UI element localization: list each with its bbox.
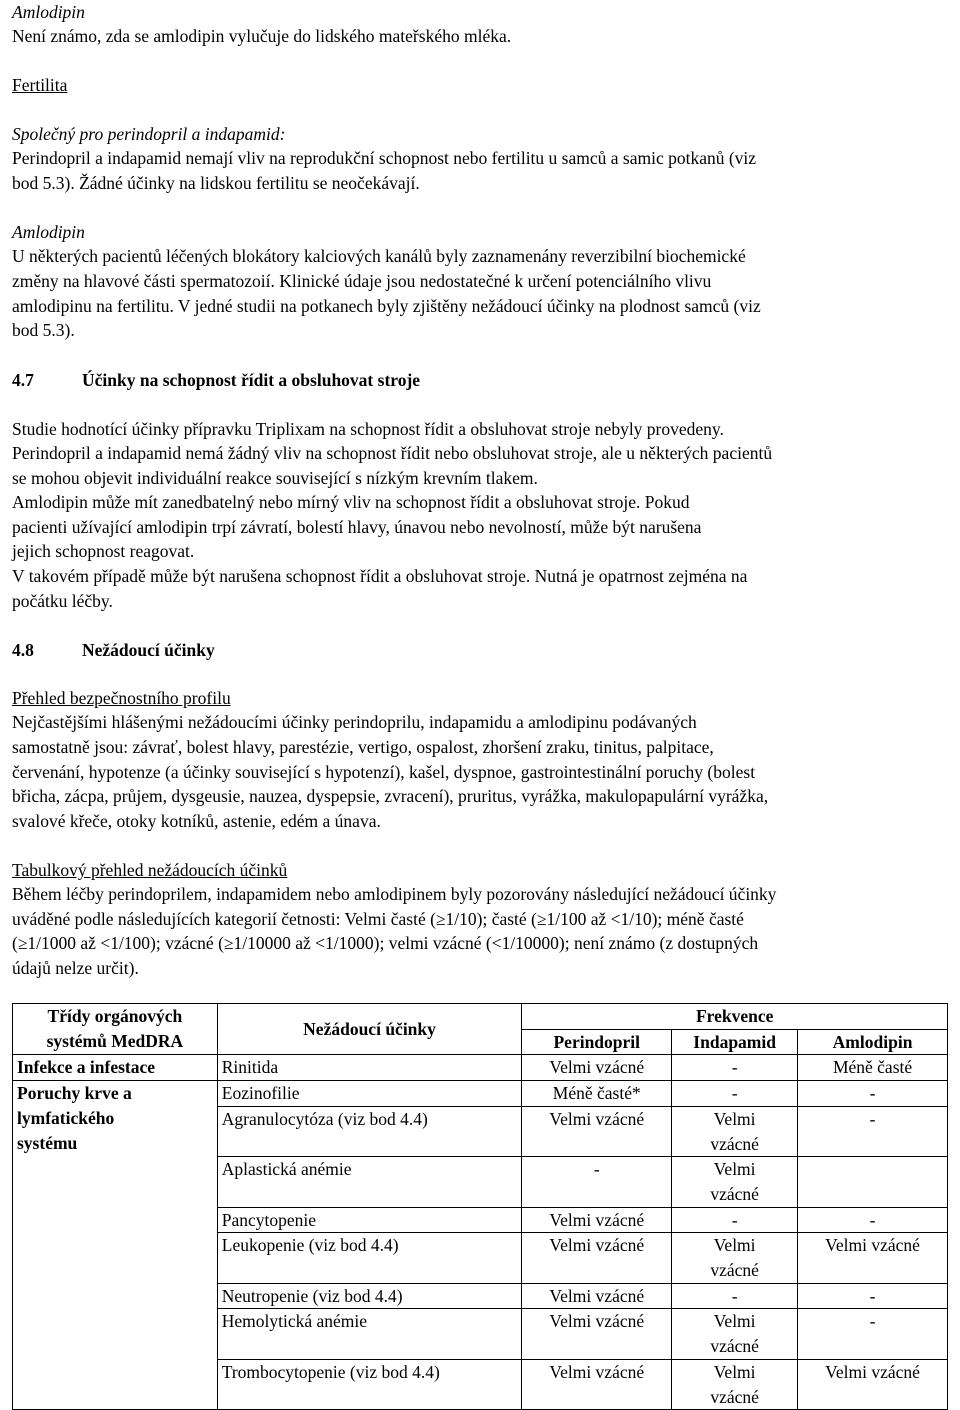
driving-text-line: Studie hodnotící účinky přípravku Triplixam na schopnost řídit a obsluhovat stroje nebyly provedeny. (12, 419, 724, 439)
table-row (13, 1055, 948, 1081)
section-title: Účinky na schopnost řídit a obsluhovat stroje (82, 370, 421, 390)
perindopril-cell: Velmi vzácné (522, 1283, 672, 1309)
section-4-8-heading (12, 638, 215, 663)
section-title: Nežádoucí účinky (82, 640, 215, 660)
indapamid-cell: - (672, 1283, 798, 1309)
driving-text-line: počátku léčby. (12, 591, 113, 611)
fertility-heading: Fertilita (12, 75, 68, 95)
indapamid-cell-line: Velmi (713, 1311, 756, 1332)
amlodipin-column-header: Amlodipin (798, 1029, 948, 1055)
indapamid-cell (672, 1233, 798, 1283)
perindopril-cell: Méně časté* (522, 1081, 672, 1107)
amlodipin-cell: - (798, 1309, 948, 1359)
table-intro-line: (≥1/1000 až <1/100); vzácné (≥1/10000 až <1/1000); velmi vzácné (<1/10000); není známo (z dostupných (12, 933, 759, 953)
effect-cell: Trombocytopenie (viz bod 4.4) (217, 1359, 522, 1409)
effect-cell: Rinitida (217, 1055, 522, 1081)
indapamid-cell: - (672, 1055, 798, 1081)
indapamid-cell-line: vzácné (710, 1260, 759, 1281)
adverse-effects-table (12, 1003, 948, 1410)
indapamid-cell-line: vzácné (710, 1183, 759, 1204)
section-4-7-heading (12, 368, 420, 393)
table-header-row (13, 1004, 948, 1030)
indapamid-cell: - (672, 1081, 798, 1107)
soc-blood (13, 1081, 218, 1410)
indapamid-cell-line: vzácné (710, 1386, 759, 1407)
effect-cell: Pancytopenie (217, 1207, 522, 1233)
amlodipin-text-line: změny na hlavové části spermatozoií. Klinické údaje jsou nedostatečné k určení potenciálního vlivu (12, 271, 712, 291)
effect-cell: Hemolytická anémie (217, 1309, 522, 1359)
soc-blood-line: lymfatického (17, 1107, 115, 1128)
indapamid-cell-line: vzácné (710, 1336, 759, 1357)
amlodipin-cell: - (798, 1106, 948, 1156)
table-intro-line: údajů nelze určit). (12, 958, 139, 978)
indapamid-cell (672, 1106, 798, 1156)
perindopril-cell: Velmi vzácné (522, 1309, 672, 1359)
soc-column-header (13, 1004, 218, 1055)
table-intro-line: Během léčby perindoprilem, indapamidem nebo amlodipinem byly pozorovány následující nežádoucí účinky (12, 884, 777, 904)
perindopril-cell: Velmi vzácné (522, 1106, 672, 1156)
common-heading: Společný pro perindopril a indapamid: (12, 124, 286, 144)
effect-cell: Neutropenie (viz bod 4.4) (217, 1283, 522, 1309)
overview-text-line: samostatně jsou: závrať, bolest hlavy, parestézie, vertigo, ospalost, zhoršení zraku, tinitus, palpitace, (12, 737, 714, 757)
driving-text-line: jejich schopnost reagovat. (12, 541, 195, 561)
amlodipin-text-line: amlodipinu na fertilitu. V jedné studii na potkanech byly zjištěny nežádoucí účinky na plodnost samců (viz (12, 296, 761, 316)
driving-text-line: se mohou objevit individuální reakce související s nízkým krevním tlakem. (12, 468, 538, 488)
amlodipin-cell: Velmi vzácné (798, 1233, 948, 1283)
indapamid-cell (672, 1157, 798, 1207)
indapamid-column-header: Indapamid (672, 1029, 798, 1055)
amlodipin-heading-2: Amlodipin (12, 222, 85, 242)
indapamid-cell (672, 1359, 798, 1409)
soc-header-line: Třídy orgánových (47, 1006, 183, 1026)
table-overview-heading: Tabulkový přehled nežádoucích účinků (12, 860, 288, 880)
perindopril-cell: Velmi vzácné (522, 1233, 672, 1283)
driving-text-line: pacienti užívající amlodipin trpí závratí, bolestí hlavy, únavou nebo nevolností, může být narušena (12, 517, 702, 537)
frequency-column-header: Frekvence (522, 1004, 948, 1030)
table-row (13, 1081, 948, 1107)
section-number: 4.8 (12, 640, 34, 660)
overview-text-line: červenání, hypotenze (a účinky související s hypotenzí), kašel, dyspnoe, gastrointestinální poruchy (bolest (12, 762, 756, 782)
amlodipin-heading-1: Amlodipin (12, 2, 85, 22)
effect-cell: Eozinofilie (217, 1081, 522, 1107)
soc-header-line: systémů MedDRA (46, 1030, 184, 1051)
amlodipin-cell: - (798, 1081, 948, 1107)
soc-blood-line: Poruchy krve a (17, 1083, 132, 1104)
overview-text-line: svalové křeče, otoky kotníků, astenie, edém a únava. (12, 811, 381, 831)
soc-blood-line: systému (17, 1132, 78, 1153)
amlodipin-cell: - (798, 1207, 948, 1233)
overview-text-line: břicha, zácpa, průjem, dysgeusie, nauzea, dyspepsie, zvracení), pruritus, vyrážka, makulopapulární vyrážka, (12, 786, 769, 806)
driving-text-line: V takovém případě může být narušena schopnost řídit a obsluhovat stroje. Nutná je opatrnost zejména na (12, 566, 748, 586)
indapamid-cell: - (672, 1207, 798, 1233)
amlodipin-cell (798, 1157, 948, 1207)
effect-cell: Agranulocytóza (viz bod 4.4) (217, 1106, 522, 1156)
effect-cell: Aplastická anémie (217, 1157, 522, 1207)
effect-column-header: Nežádoucí účinky (217, 1004, 522, 1055)
indapamid-cell-line: Velmi (713, 1361, 756, 1382)
common-text-line: bod 5.3). Žádné účinky na lidskou fertilitu se neočekávají. (12, 173, 420, 193)
amlodipin-cell: Velmi vzácné (798, 1359, 948, 1409)
amlodipin-cell: Méně časté (798, 1055, 948, 1081)
indapamid-cell-line: Velmi (713, 1159, 756, 1180)
indapamid-cell (672, 1309, 798, 1359)
common-text-line: Perindopril a indapamid nemají vliv na reprodukční schopnost nebo fertilitu u samců a samic potkanů (viz (12, 148, 757, 168)
driving-text-line: Amlodipin může mít zanedbatelný nebo mírný vliv na schopnost řídit a obsluhovat stroje. Pokud (12, 492, 690, 512)
table-intro-line: uváděné podle následujících kategorií četnosti: Velmi časté (≥1/10); časté (≥1/100 až <1/10); méně časté (12, 909, 744, 929)
effect-cell: Leukopenie (viz bod 4.4) (217, 1233, 522, 1283)
indapamid-cell-line: Velmi (713, 1108, 756, 1129)
driving-text-line: Perindopril a indapamid nemá žádný vliv na schopnost řídit nebo obsluhovat stroje, ale u některých pacientů (12, 443, 773, 463)
amlodipin-text-line: bod 5.3). (12, 320, 75, 340)
amlodipin-text-line: U některých pacientů léčených blokátory kalciových kanálů byly zaznamenány reverzibilní biochemické (12, 246, 746, 266)
breast-milk-text: Není známo, zda se amlodipin vylučuje do lidského mateřského mléka. (12, 26, 512, 46)
perindopril-cell: - (522, 1157, 672, 1207)
soc-infections: Infekce a infestace (13, 1055, 218, 1081)
section-number: 4.7 (12, 370, 34, 390)
indapamid-cell-line: vzácné (710, 1133, 759, 1154)
overview-heading: Přehled bezpečnostního profilu (12, 688, 231, 708)
overview-text-line: Nejčastějšími hlášenými nežádoucími účinky perindoprilu, indapamidu a amlodipinu podávaných (12, 712, 697, 732)
amlodipin-cell: - (798, 1283, 948, 1309)
perindopril-cell: Velmi vzácné (522, 1055, 672, 1081)
indapamid-cell-line: Velmi (713, 1235, 756, 1256)
perindopril-cell: Velmi vzácné (522, 1359, 672, 1409)
perindopril-cell: Velmi vzácné (522, 1207, 672, 1233)
perindopril-column-header: Perindopril (522, 1029, 672, 1055)
